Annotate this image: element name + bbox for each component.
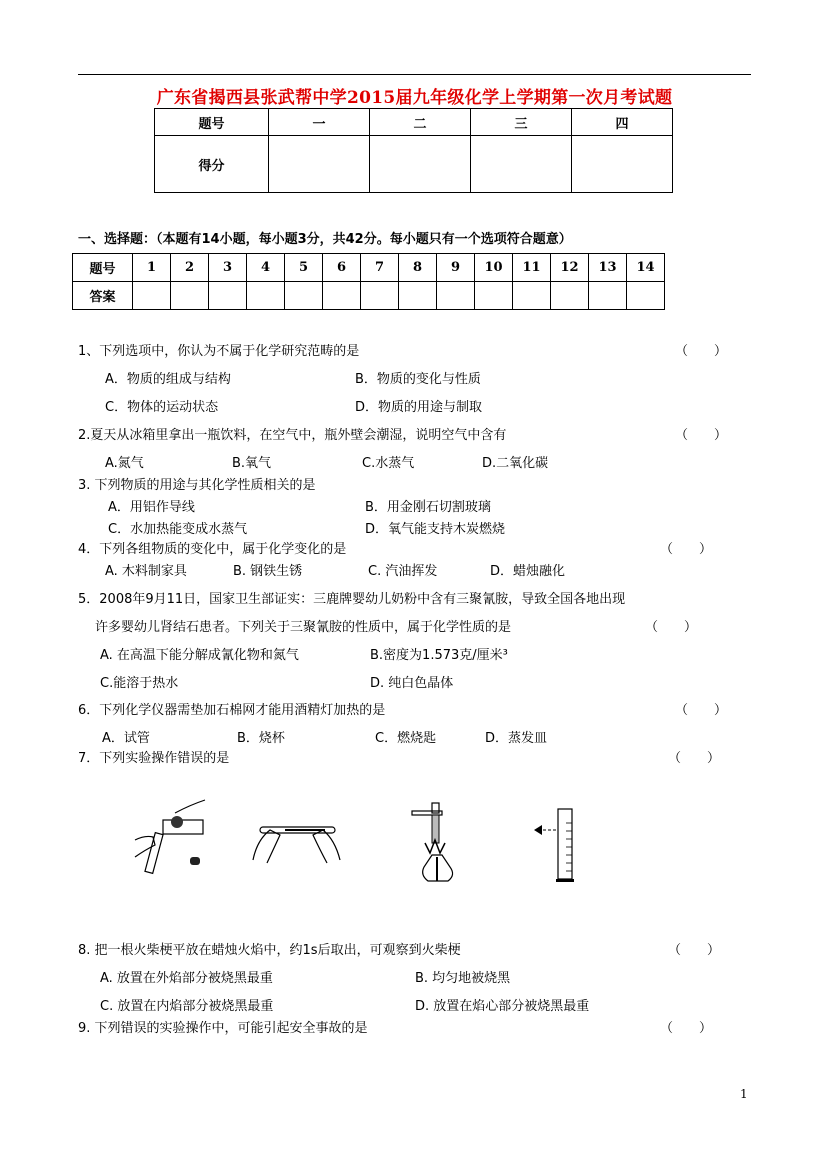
option-d: D．氧气能支持木炭燃烧 xyxy=(365,522,506,537)
score-header-3: 三 xyxy=(471,109,572,136)
option-b: B. 均匀地被烧黑 xyxy=(415,971,511,986)
page-title: 广东省揭西县张武帮中学2015届九年级化学上学期第一次月考试题 xyxy=(156,88,673,108)
answer-number: 13 xyxy=(589,254,627,282)
answer-cell[interactable] xyxy=(475,282,513,310)
pouring-liquid-figure xyxy=(115,795,215,875)
score-cell xyxy=(471,136,572,193)
answer-cell[interactable] xyxy=(361,282,399,310)
answer-row-label: 答案 xyxy=(73,282,133,310)
answer-blank[interactable]: （ ） xyxy=(668,943,721,958)
option-c: C．水加热能变成水蒸气 xyxy=(108,522,248,537)
option-b: B．用金刚石切割玻璃 xyxy=(365,500,491,515)
option-d: D.二氧化碳 xyxy=(482,456,549,471)
answer-blank[interactable]: （ ） xyxy=(675,703,728,718)
answer-number: 5 xyxy=(285,254,323,282)
option-a: A. 在高温下能分解成氰化物和氮气 xyxy=(100,648,299,663)
option-b: B．物质的变化与性质 xyxy=(355,372,481,387)
answer-number: 11 xyxy=(513,254,551,282)
question-stem: 2.夏天从冰箱里拿出一瓶饮料，在空气中，瓶外壁会潮湿，说明空气中含有 xyxy=(78,428,507,443)
option-a: A．试管 xyxy=(102,731,150,746)
answer-cell[interactable] xyxy=(627,282,665,310)
option-c: C.能溶于热水 xyxy=(100,676,179,691)
option-a: A. 木料制家具 xyxy=(105,564,187,579)
section-heading: 一、选择题：（本题有14小题，每小题3分，共42分。每小题只有一个选项符合题意） xyxy=(78,232,572,247)
answer-cell[interactable] xyxy=(247,282,285,310)
alcohol-lamp-heating-figure xyxy=(410,795,470,885)
answer-cell[interactable] xyxy=(551,282,589,310)
answer-number: 3 xyxy=(209,254,247,282)
question-stem: 7．下列实验操作错误的是 xyxy=(78,751,230,766)
heating-test-tube-figure xyxy=(245,795,345,875)
score-header-1: 一 xyxy=(269,109,370,136)
option-d: D. 纯白色晶体 xyxy=(370,676,454,691)
answer-header-label: 题号 xyxy=(73,254,133,282)
answer-blank[interactable]: （ ） xyxy=(668,751,721,766)
answer-cell[interactable] xyxy=(589,282,627,310)
answer-blank[interactable]: （ ） xyxy=(660,1021,713,1036)
option-a: A．用铝作导线 xyxy=(108,500,195,515)
question-stem: 8. 把一根火柴梗平放在蜡烛火焰中，约1s后取出，可观察到火柴梗 xyxy=(78,943,461,958)
question-stem-continued: 许多婴幼儿肾结石患者。下列关于三聚氰胺的性质中，属于化学性质的是 xyxy=(95,620,512,635)
option-a: A.氮气 xyxy=(105,456,144,471)
option-c: C．物体的运动状态 xyxy=(105,400,219,415)
answer-table xyxy=(72,253,665,310)
question-stem: 5．2008年9月11日，国家卫生部证实：三鹿牌婴幼儿奶粉中含有三聚氰胺，导致全国各地出现 xyxy=(78,592,626,607)
option-b: B．烧杯 xyxy=(237,731,285,746)
option-d: D．蜡烛融化 xyxy=(490,564,566,579)
answer-cell[interactable] xyxy=(133,282,171,310)
answer-number: 1 xyxy=(133,254,171,282)
page-number: 1 xyxy=(740,1087,748,1101)
reading-graduated-cylinder-figure xyxy=(530,795,580,885)
header-rule xyxy=(78,74,751,75)
option-b: B.密度为1.573克/厘米³ xyxy=(370,648,508,663)
answer-cell[interactable] xyxy=(171,282,209,310)
question-stem: 1、下列选项中，你认为不属于化学研究范畴的是 xyxy=(78,344,360,359)
score-header-2: 二 xyxy=(370,109,471,136)
score-row-label: 得分 xyxy=(155,136,269,193)
score-cell xyxy=(269,136,370,193)
answer-cell[interactable] xyxy=(209,282,247,310)
answer-cell[interactable] xyxy=(437,282,475,310)
answer-number: 4 xyxy=(247,254,285,282)
answer-cell[interactable] xyxy=(399,282,437,310)
option-d: D. 放置在焰心部分被烧黑最重 xyxy=(415,999,590,1014)
answer-number: 2 xyxy=(171,254,209,282)
answer-blank[interactable]: （ ） xyxy=(675,428,728,443)
option-c: C. 汽油挥发 xyxy=(368,564,438,579)
answer-number: 10 xyxy=(475,254,513,282)
option-d: D．蒸发皿 xyxy=(485,731,548,746)
option-c: C. 放置在内焰部分被烧黑最重 xyxy=(100,999,274,1014)
option-c: C．燃烧匙 xyxy=(375,731,437,746)
option-c: C.水蒸气 xyxy=(362,456,415,471)
score-cell xyxy=(370,136,471,193)
question-stem: 3. 下列物质的用途与其化学性质相关的是 xyxy=(78,478,316,493)
option-a: A. 放置在外焰部分被烧黑最重 xyxy=(100,971,273,986)
answer-number: 6 xyxy=(323,254,361,282)
answer-cell[interactable] xyxy=(513,282,551,310)
answer-cell[interactable] xyxy=(323,282,361,310)
option-b: B. 钢铁生锈 xyxy=(233,564,303,579)
score-header-label: 题号 xyxy=(155,109,269,136)
score-table xyxy=(154,108,673,193)
answer-number: 8 xyxy=(399,254,437,282)
question-stem: 4．下列各组物质的变化中，属于化学变化的是 xyxy=(78,542,347,557)
question-stem: 6．下列化学仪器需垫加石棉网才能用酒精灯加热的是 xyxy=(78,703,386,718)
answer-number: 12 xyxy=(551,254,589,282)
answer-number: 7 xyxy=(361,254,399,282)
option-a: A．物质的组成与结构 xyxy=(105,372,231,387)
answer-blank[interactable]: （ ） xyxy=(645,620,698,635)
score-header-4: 四 xyxy=(572,109,673,136)
option-d: D．物质的用途与制取 xyxy=(355,400,483,415)
answer-cell[interactable] xyxy=(285,282,323,310)
question-stem: 9. 下列错误的实验操作中，可能引起安全事故的是 xyxy=(78,1021,368,1036)
score-cell xyxy=(572,136,673,193)
answer-blank[interactable]: （ ） xyxy=(675,344,728,359)
answer-number: 9 xyxy=(437,254,475,282)
answer-number: 14 xyxy=(627,254,665,282)
answer-blank[interactable]: （ ） xyxy=(660,542,713,557)
option-b: B.氧气 xyxy=(232,456,272,471)
